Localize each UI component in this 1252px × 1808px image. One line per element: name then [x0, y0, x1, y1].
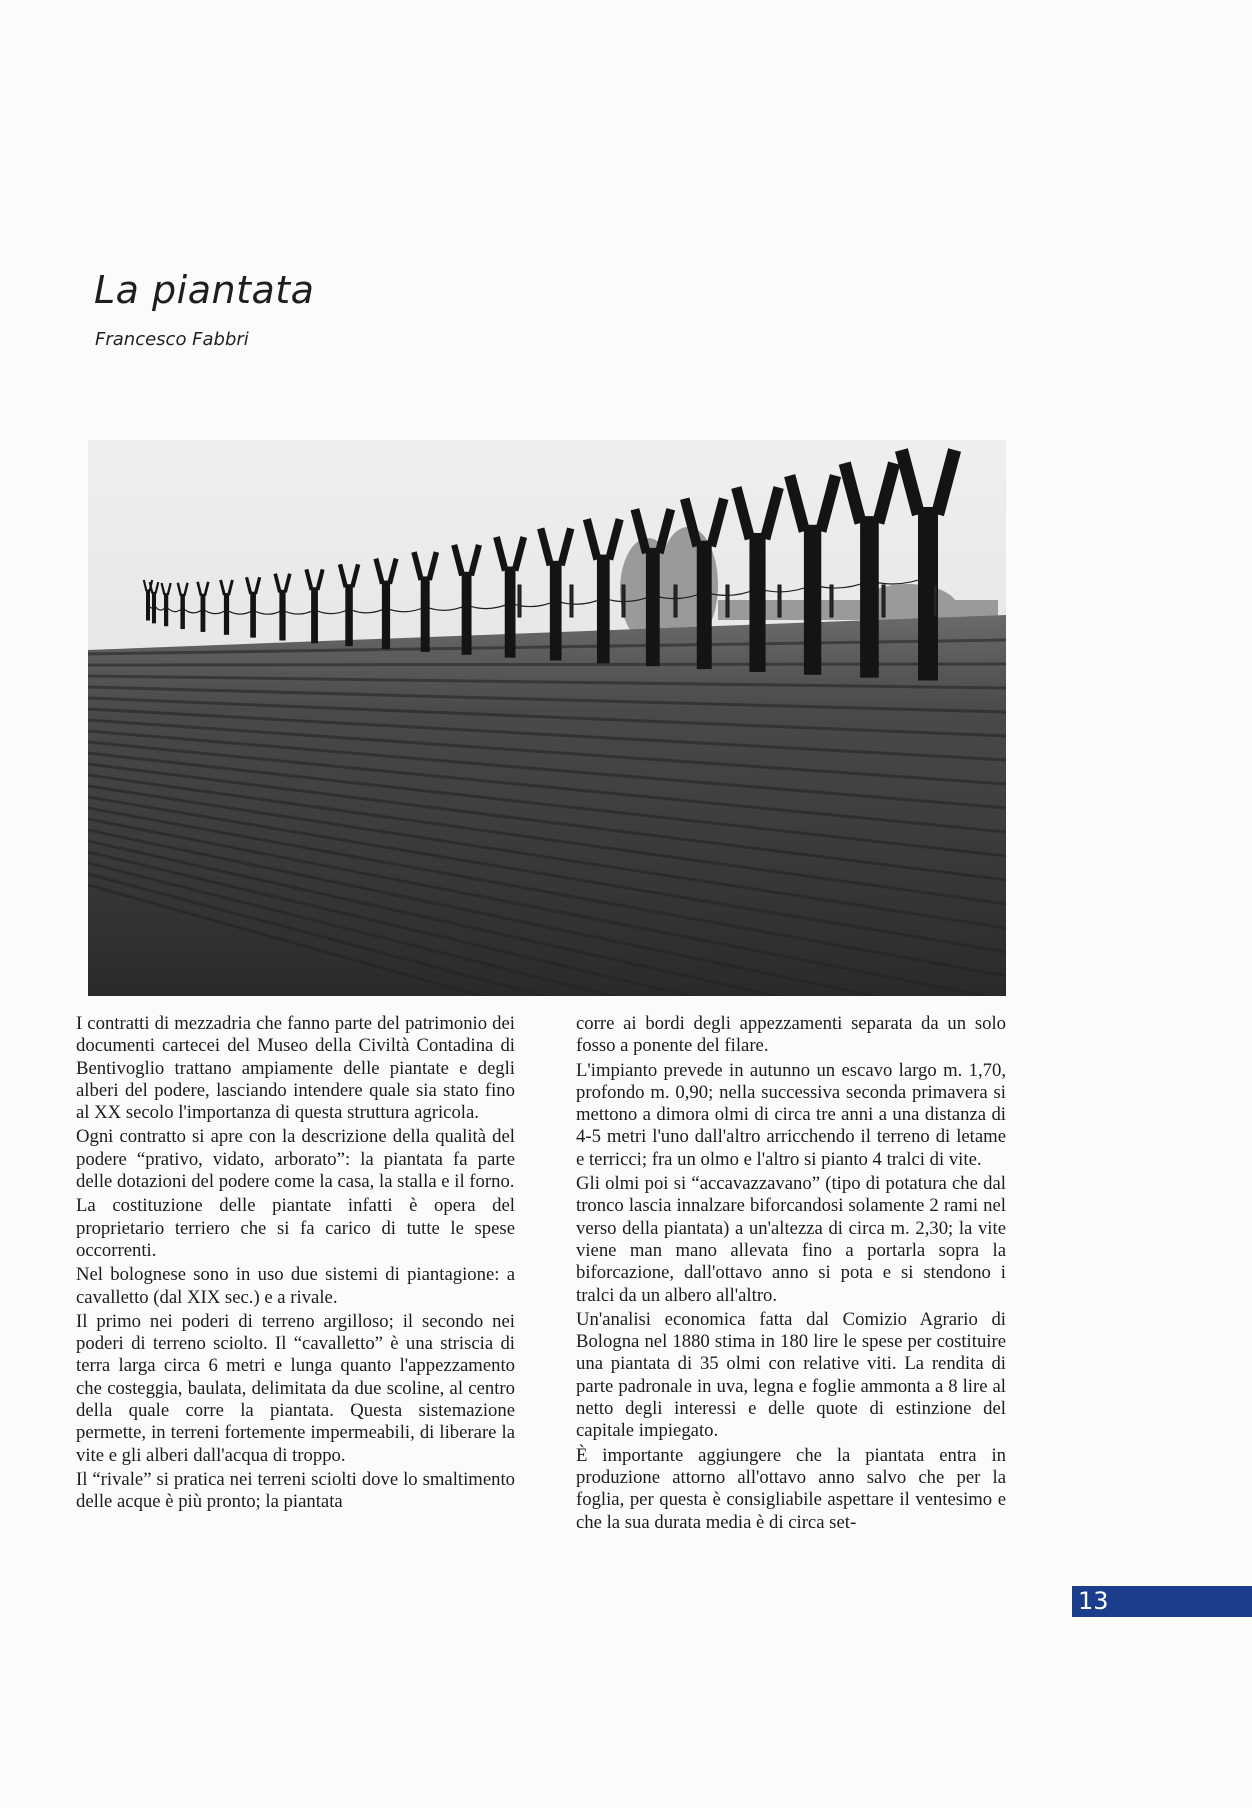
- landscape-photo: [88, 440, 1006, 996]
- distant-tree: [778, 585, 781, 617]
- paragraph: I contratti di mezzadria che fanno parte del patrimonio dei documenti cartecei del Museo della Civiltà Contadina di Bentivoglio trattano ampiamente delle piantate e degli alberi del podere, lasciando intendere quale sia stato fino al XX secolo l'importanza di questa struttura agricola.: [76, 1013, 515, 1124]
- article-author: Francesco Fabbri: [95, 329, 249, 350]
- distant-tree: [622, 585, 625, 617]
- paragraph: Un'analisi economica fatta dal Comizio Agrario di Bologna nel 1880 stima in 180 lire le spese per costituire una piantata di 35 olmi con relative viti. La rendita di parte padronale in uva, legna e foglie ammonta a 8 lire al netto degli interessi e delle quote di estinzione del capitale impiegato.: [576, 1308, 1006, 1442]
- paragraph: Ogni contratto si apre con la descrizione della qualità del podere “prativo, vidato, arborato”: la piantata fa parte delle dotazioni del podere come la casa, la stalla e il forno.: [76, 1126, 515, 1193]
- page-number: 13: [1078, 1587, 1109, 1615]
- text-column-left: [76, 1013, 515, 1516]
- paragraph: La costituzione delle piantate infatti è opera del proprietario terriero che si fa carico di tutte le spese occorrenti.: [76, 1195, 515, 1261]
- paragraph: L'impianto prevede in autunno un escavo largo m. 1,70, profondo m. 0,90; nella successiva seconda primavera si mettono a dimora olmi di circa tre anni a una distanza di 4-5 metri l'uno dall'altro arricchendo il terreno di letame e terricci; fra un olmo e l'altro si pianto 4 tralci di vite.: [576, 1059, 1006, 1170]
- distant-tree: [570, 585, 573, 617]
- distant-tree: [830, 585, 833, 617]
- paragraph: Gli olmi poi si “accavazzavano” (tipo di potatura che dal tronco lascia innalzare biforcandosi solamente 2 rami nel verso della piantata) a un'altezza di circa m. 2,30; la vite viene man mano allevata fino a portarla sopra la biforcazione, dall'ottavo anno si pota e si stendono i tralci da un albero all'altro.: [576, 1173, 1006, 1306]
- paragraph: Nel bolognese sono in uso due sistemi di piantagione: a cavalletto (dal XIX sec.) e a rivale.: [76, 1264, 515, 1308]
- distant-tree: [726, 585, 729, 617]
- distant-tree: [882, 585, 885, 617]
- paragraph: È importante aggiungere che la piantata entra in produzione attorno all'ottavo anno salvo che per la foglia, per questa è consigliabile aspettare il ventesimo e che la sua durata media è di circa set-: [576, 1444, 1006, 1533]
- distant-tree: [518, 585, 521, 617]
- distant-tree: [934, 585, 937, 617]
- article-title: La piantata: [94, 268, 315, 312]
- text-column-right: [576, 1013, 1006, 1536]
- paragraph: corre ai bordi degli appezzamenti separata da un solo fosso a ponente del filare.: [576, 1013, 1006, 1057]
- paragraph: Il “rivale” si pratica nei terreni sciolti dove lo smaltimento delle acque è più pronto; la piantata: [76, 1468, 515, 1513]
- distant-tree: [674, 585, 677, 617]
- paragraph: Il primo nei poderi di terreno argilloso; il secondo nei poderi di terreno sciolto. Il “cavalletto” è una striscia di terra larga circa 6 metri e lunga quanto l'appezzamento che costeggia, baulata, delimitata da due scoline, al centro della quale corre la piantata. Questa sistemazione permette, in terreni fortemente impermeabili, di liberare la vite e gli alberi dall'acqua di troppo.: [76, 1310, 515, 1466]
